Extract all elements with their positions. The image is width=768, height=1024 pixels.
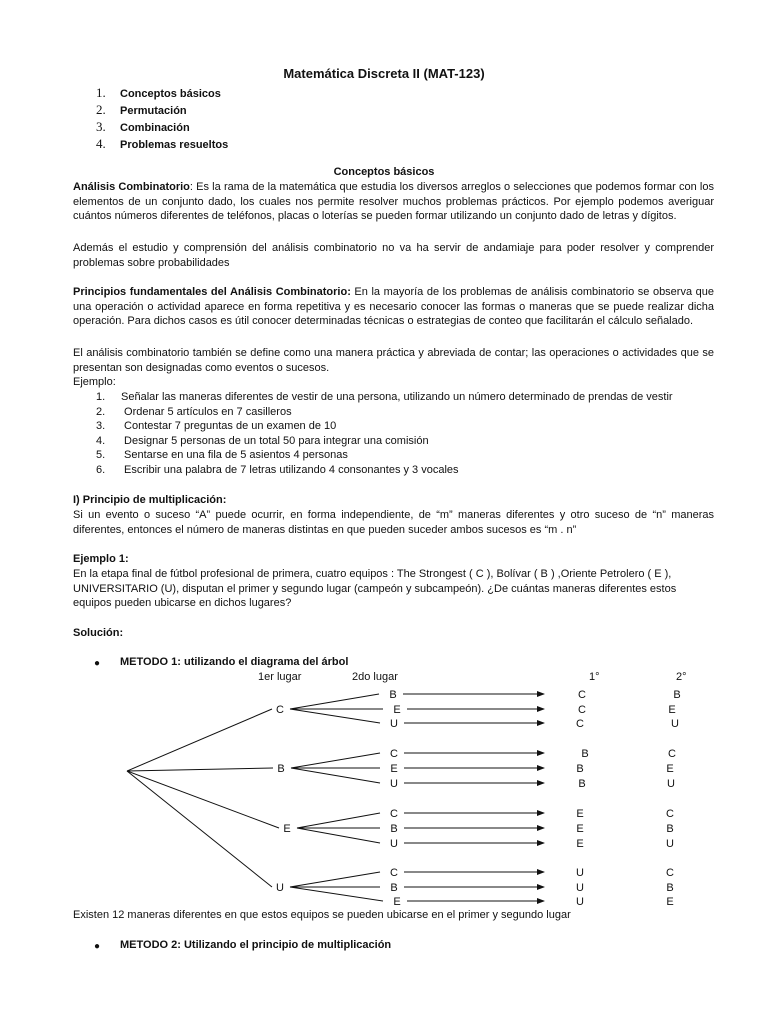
- tree-result-first: U: [576, 896, 584, 908]
- tree-result-second: E: [666, 763, 674, 775]
- bullet-icon: ●: [94, 941, 101, 952]
- principio-mult-text: Si un evento o suceso “A” puede ocurrir, en forma independiente, de “m” maneras diferentes y otro suceso de “n” maneras diferentes, entonces el número de maneras distintas en que pueden suceder ambos sucesos es “m . n”: [73, 509, 714, 536]
- list-text: Contestar 7 preguntas de un examen de 10: [121, 420, 337, 433]
- tree-result-first: B: [576, 763, 584, 775]
- tree-result-first: U: [576, 882, 584, 894]
- tree-result-second: C: [666, 808, 674, 820]
- tree-node-first: E: [283, 823, 291, 835]
- tree-col-2do-lugar: 2do lugar: [352, 671, 398, 683]
- tree-branch-second: [297, 828, 380, 843]
- tree-node-second: E: [390, 763, 398, 775]
- tree-result-second: U: [666, 838, 674, 850]
- metodo1-heading: METODO 1: utilizando el diagrama del árbol: [120, 656, 349, 668]
- tree-branch-root-c: [127, 709, 272, 771]
- tree-col-2: 2°: [676, 671, 687, 683]
- toc-number: 3.: [96, 119, 106, 134]
- tree-branch-second: [291, 753, 380, 768]
- ejemplo1-heading: Ejemplo 1:: [73, 553, 129, 565]
- toc-number: 4.: [96, 136, 106, 151]
- principios-term: Principios fundamentales del Análisis Combinatorio:: [73, 286, 351, 298]
- tree-result-second: B: [666, 882, 674, 894]
- tree-result-second: U: [667, 778, 675, 790]
- tree-result-first: B: [578, 778, 586, 790]
- tree-branch-second: [290, 872, 380, 887]
- principios-paragraph-2: El análisis combinatorio también se define como una manera práctica y abreviada de contar; las operaciones o actividades que se presentan son designadas como eventos o sucesos.: [73, 347, 714, 374]
- tree-result-first: U: [576, 867, 584, 879]
- analisis-term: Análisis Combinatorio: [73, 181, 190, 193]
- conclusion-text: Existen 12 maneras diferentes en que estos equipos se pueden ubicarse en el primer y segundo lugar: [73, 909, 571, 921]
- list-text: Escribir una palabra de 7 letras utilizando 4 consonantes y 3 vocales: [121, 463, 459, 476]
- toc-number: 1.: [96, 85, 106, 100]
- tree-branch-second: [290, 887, 383, 901]
- tree-result-first: C: [578, 704, 586, 716]
- tree-node-first: B: [277, 763, 285, 775]
- ejemplo-label: Ejemplo:: [73, 376, 116, 388]
- list-number: 2.: [96, 405, 106, 418]
- tree-result-second: E: [666, 896, 674, 908]
- tree-node-second: U: [390, 778, 398, 790]
- toc-label: Combinación: [120, 122, 190, 134]
- tree-result-first: E: [576, 838, 584, 850]
- tree-node-second: U: [390, 838, 398, 850]
- tree-node-first: U: [276, 882, 284, 894]
- list-text: Señalar las maneras diferentes de vestir de una persona, utilizando un número determinado de prendas de vestir: [121, 391, 673, 403]
- ejemplo1-text: En la etapa final de fútbol profesional de primera, cuatro equipos : The Strongest ( C ), Bolívar ( B ) ,Oriente Petrolero ( E ), UNIVERSITARIO (U), disputan el primer y segundo lugar (campeón y subcampeón). ¿De cuántas maneras diferentes estos equipos pueden ubicarse en dichos lugares?: [73, 568, 677, 610]
- toc-label: Permutación: [120, 105, 187, 117]
- tree-node-first: C: [276, 704, 284, 716]
- list-number: 6.: [96, 463, 106, 476]
- tree-col-1er-lugar: 1er lugar: [258, 671, 302, 683]
- tree-node-second: C: [390, 867, 398, 879]
- tree-branch-second: [297, 813, 380, 828]
- tree-result-second: B: [666, 823, 674, 835]
- tree-result-first: E: [576, 823, 584, 835]
- bullet-icon: ●: [94, 658, 101, 669]
- tree-result-second: C: [666, 867, 674, 879]
- tree-result-second: U: [671, 718, 679, 730]
- list-text: Ordenar 5 artículos en 7 casilleros: [121, 405, 292, 418]
- tree-node-second: E: [393, 896, 401, 908]
- tree-branch-root-e: [127, 771, 279, 828]
- analisis-paragraph-2: Además el estudio y comprensión del análisis combinatorio no va ha servir de andamiaje para poder resolver y comprender problemas sobre probabilidades: [73, 242, 714, 269]
- tree-col-1: 1°: [589, 671, 600, 683]
- tree-node-second: C: [390, 808, 398, 820]
- tree-node-second: U: [390, 718, 398, 730]
- principios-text: En la mayoría de los problemas de análisis combinatorio se observa que una operación o actividad aparece en forma repetitiva y es necesario conocer las formas o maneras que se puede realizar dicha operación. Para dichos casos es útil conocer determinadas técnicas o estrategias de conteo que facilitarán el cálculo señalado.: [73, 286, 714, 328]
- list-number: 1.: [96, 391, 106, 403]
- tree-result-second: E: [668, 704, 676, 716]
- tree-result-second: B: [673, 689, 681, 701]
- tree-result-first: B: [581, 748, 589, 760]
- tree-branch-root-u: [127, 771, 272, 887]
- tree-result-first: C: [576, 718, 584, 730]
- tree-result-first: C: [578, 689, 586, 701]
- toc-label: Conceptos básicos: [120, 88, 221, 100]
- tree-branch-second: [290, 709, 380, 723]
- document-title: Matemática Discreta II (MAT-123): [283, 66, 485, 81]
- tree-node-second: E: [393, 704, 401, 716]
- tree-branch-second: [290, 694, 379, 709]
- list-number: 3.: [96, 420, 106, 433]
- tree-node-second: B: [390, 882, 398, 894]
- solucion-label: Solución:: [73, 627, 124, 639]
- list-number: 5.: [96, 449, 106, 462]
- metodo2-heading: METODO 2: Utilizando el principio de multiplicación: [120, 939, 392, 951]
- toc-label: Problemas resueltos: [120, 139, 229, 151]
- tree-branch-root-b: [127, 768, 273, 771]
- list-number: 4.: [96, 434, 106, 447]
- tree-node-second: B: [390, 823, 398, 835]
- section-heading: Conceptos básicos: [333, 166, 435, 178]
- tree-node-second: B: [389, 689, 397, 701]
- tree-node-second: C: [390, 748, 398, 760]
- toc-number: 2.: [96, 102, 106, 117]
- tree-branch-second: [291, 768, 380, 783]
- principio-mult-heading: I) Principio de multiplicación:: [73, 494, 227, 506]
- list-text: Sentarse en una fila de 5 asientos 4 personas: [121, 449, 348, 462]
- list-text: Designar 5 personas de un total 50 para integrar una comisión: [121, 434, 429, 447]
- tree-result-first: E: [576, 808, 584, 820]
- analisis-text: : Es la rama de la matemática que estudia los diversos arreglos o selecciones que podemos formar con los elementos de un conjunto dado, los cuales nos permite resolver muchos problemas prácticos. Por ejemplo podemos averiguar cuántos números diferentes de teléfonos, placas o loterías se pueden formar utilizando un conjunto dado de letras y dígitos.: [73, 181, 714, 223]
- tree-result-second: C: [668, 748, 676, 760]
